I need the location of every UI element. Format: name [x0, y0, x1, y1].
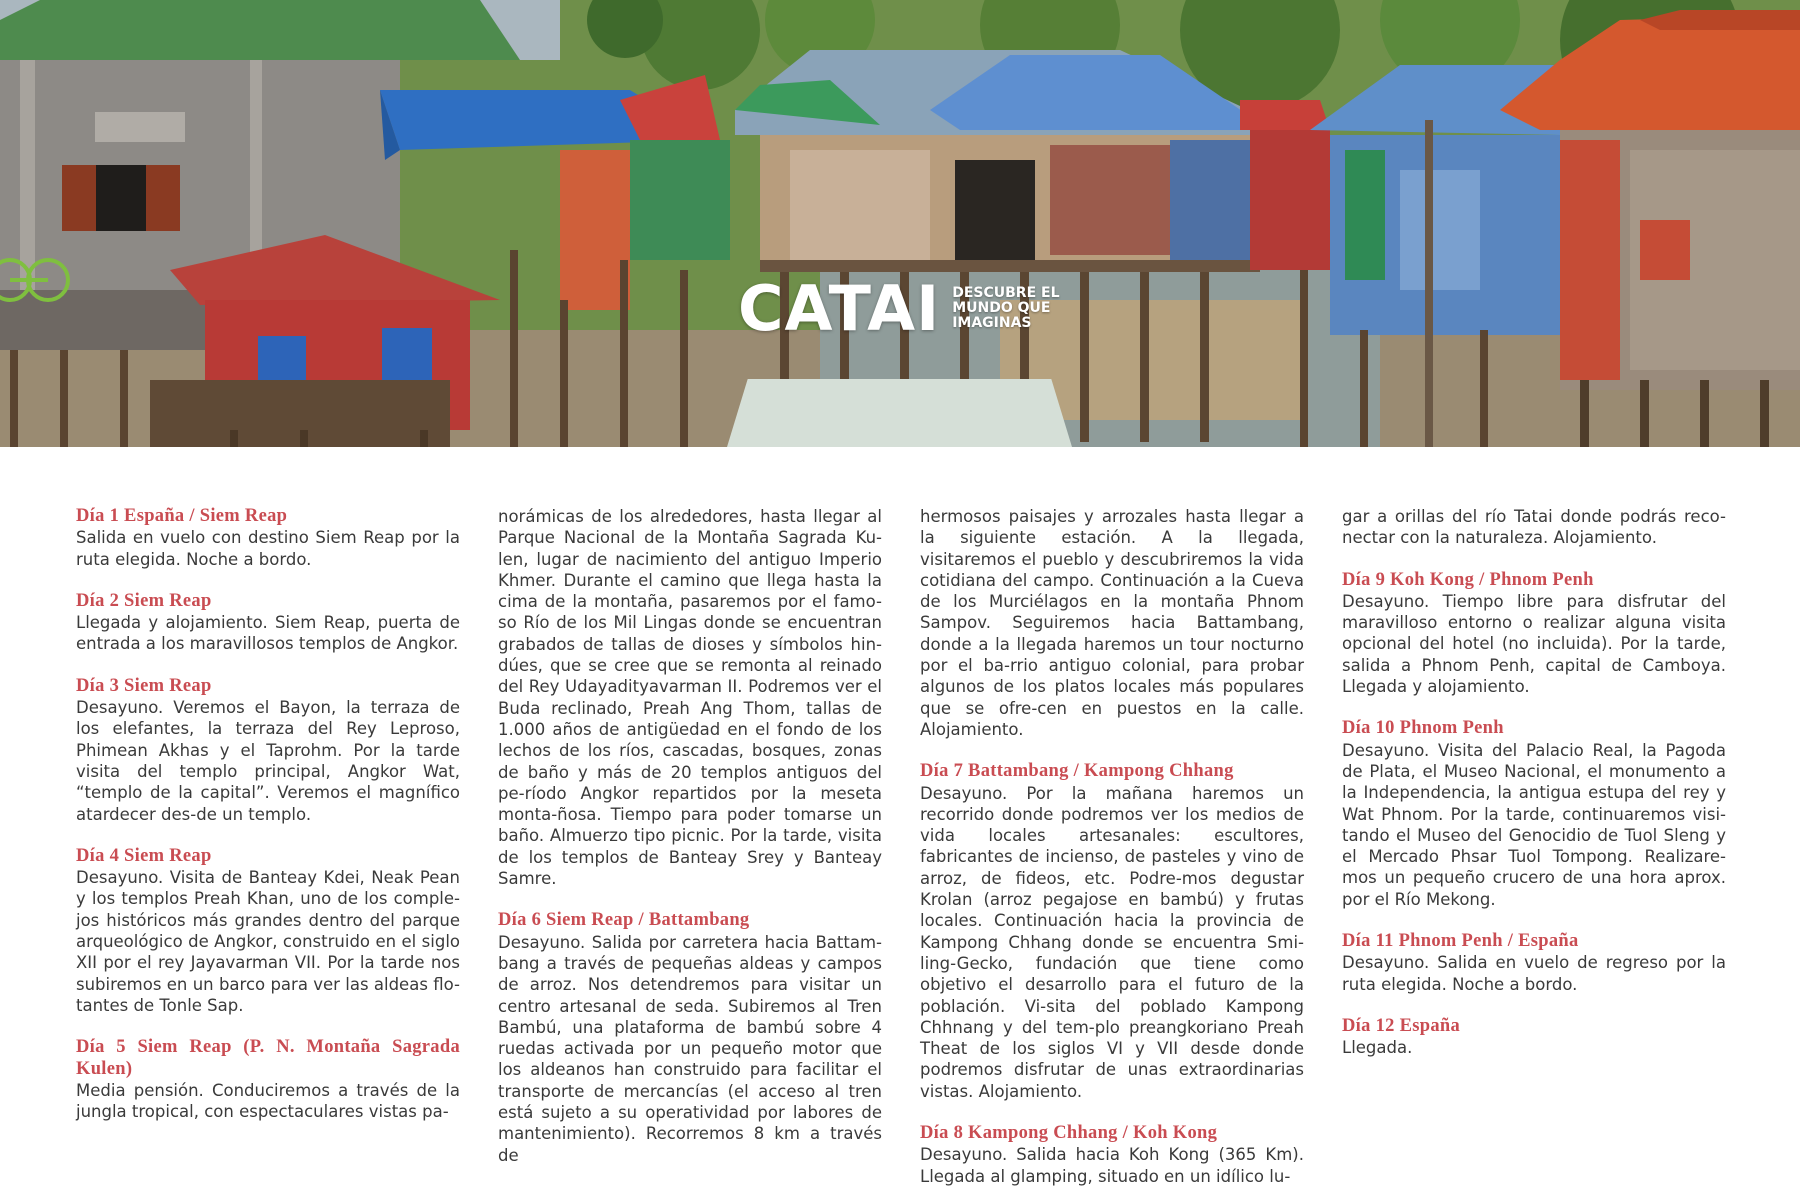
day-title: Día 1 España / Siem Reap	[76, 506, 288, 526]
day-title: Día 11 Phnom Penh / España	[1342, 931, 1579, 952]
day-title: Día 2 Siem Reap	[76, 590, 212, 611]
day-description: Media pensión. Conduciremos a través de la jungla tropical, con espectaculares vistas pa-	[76, 1080, 460, 1122]
itinerary-day	[76, 1037, 460, 1122]
itinerary-column-1	[76, 506, 460, 1143]
hero-tab-shape	[727, 379, 1072, 447]
itinerary-day	[920, 506, 1304, 740]
day-description: Desayuno. Salida hacia Koh Kong (365 Km). Llegada al glamping, situado en un idílico lu-	[920, 1145, 1304, 1186]
itinerary-day	[1342, 931, 1726, 995]
brand-name: CATAI	[738, 272, 941, 345]
day-title: Día 10 Phnom Penh	[1342, 718, 1504, 739]
day-title: Día 6 Siem Reap / Battambang	[498, 910, 750, 931]
itinerary-column-3	[920, 506, 1304, 1200]
day-description: Salida en vuelo con destino Siem Reap por la ruta elegida. Noche a bordo.	[76, 528, 460, 569]
day-description: Llegada y alojamiento. Siem Reap, puerta de entrada a los maravillosos templos de Angkor.	[76, 613, 460, 654]
day-description: Desayuno. Por la mañana haremos un recorrido donde podremos ver los medios de vida locales artesanales: escultores, fabricantes de incienso, de pasteles y vino de arroz, de fideos, etc. Podre-mos degustar Krolan (arroz pegajose en bambú) y frutas locales. Continuación hacia la provincia de Kampong Chhang donde se encuentra Smi-ling-Gecko, fundación que tiene como objetivo el desarrollo para el futuro de la población. Vi-sita del poblado Kampong Chhnang y del tem-plo preangkoriano Preah Theat de los siglos VI y VII desde donde podremos disfrutar de unas extraordinarias vistas. Alojamiento.	[920, 783, 1304, 1101]
day-description: Desayuno. Visita del Palacio Real, la Pagoda de Plata, el Museo Nacional, el monumento a la Independencia, la antigua estupa del rey y Wat Phnom. Por la tarde, continuaremos visi-tando el Museo del Genocidio de Tuol Sleng y el Mercado Phsar Tuol Tompong. Realizare-mos un pequeño crucero de una hora aprox. por el Río Mekong.	[1342, 740, 1726, 909]
itinerary-day	[76, 591, 460, 655]
day-title: Día 12 España	[1342, 1015, 1461, 1036]
day-description: Desayuno. Salida en vuelo de regreso por la ruta elegida. Noche a bordo.	[1342, 953, 1726, 994]
brand-tagline: DESCUBRE EL MUNDO QUE IMAGINAS	[952, 286, 1060, 331]
itinerary-day	[920, 761, 1304, 1102]
day-description: Desayuno. Visita de Banteay Kdei, Neak Pean y los templos Preah Khan, uno de los comple-jos históricos más grandes dentro del parque arqueológico de Angkor, construido en el siglo XII por el rey Jayavarman VII. Por la tarde nos subiremos en un barco para ver las aldeas flo-tantes de Tonle Sap.	[76, 868, 460, 1015]
itinerary-day	[76, 506, 460, 570]
itinerary-columns	[76, 506, 1726, 1186]
itinerary-day	[1342, 718, 1726, 910]
day-description: Llegada.	[1342, 1038, 1413, 1058]
itinerary-day	[1342, 506, 1726, 549]
day-description: hermosos paisajes y arrozales hasta llegar a la siguiente estación. A la llegada, visitaremos el pueblo y descubriremos la vida cotidiana del campo. Continuación a la Cueva de los Murciélagos en la montaña Phnom Sampov. Seguiremos hacia Battambang, donde a la llegada haremos un tour nocturno por el ba-rrio antiguo colonial, para probar algunos de los platos locales más populares que se ofre-cen en puestos en la calle. Alojamiento.	[920, 507, 1304, 739]
brand-logo	[738, 272, 1070, 345]
day-title: Día 3 Siem Reap	[76, 675, 212, 696]
itinerary-day	[498, 910, 882, 1166]
day-title: Día 8 Kampong Chhang / Koh Kong	[920, 1123, 1218, 1144]
day-title: Día 9 Koh Kong / Phnom Penh	[1342, 569, 1594, 590]
day-title: Día 5 Siem Reap (P. N. Montaña Sagrada Kulen)	[76, 1037, 460, 1079]
hero-photo	[0, 0, 1800, 447]
itinerary-day	[1342, 1016, 1726, 1059]
itinerary-day	[1342, 570, 1726, 698]
day-description: gar a orillas del río Tatai donde podrás reco-nectar con la naturaleza. Alojamiento.	[1342, 507, 1726, 548]
day-description: norámicas de los alrededores, hasta llegar al Parque Nacional de la Montaña Sagrada Ku-len, lugar de nacimiento del antiguo Imperio Khmer. Durante el camino que llega hasta la cima de la montaña, pasaremos por el famo-so Río de los Mil Lingas donde se encuentran grabados de tallas de dioses y símbolos hin-dúes, que se cree que se remonta al reinado del Rey Udayadityavarman II. Podremos ver el Buda reclinado, Preah Ang Thom, tallas de 1.000 años de antigüedad en el fondo de los lechos de los ríos, cascadas, bosques, zonas de baño y más de 20 templos antiguos del pe-ríodo Angkor repartidos por la meseta monta-ñosa. Tiempo para poder tomarse un baño. Almuerzo tipo picnic. Por la tarde, visita de los templos de Banteay Srey y Banteay Samre.	[498, 507, 882, 889]
itinerary-day	[920, 1123, 1304, 1187]
day-title: Día 4 Siem Reap	[76, 845, 212, 866]
day-description: Desayuno. Salida por carretera hacia Battam-bang a través de pequeñas aldeas y campos de arroz. Nos detendremos para visitar un centro artesanal de seda. Subiremos al Tren Bambú, una plataforma de bambú sobre 4 ruedas activada por un pequeño motor que los aldeanos han construido para facilitar el transporte de mercancías (el acceso al tren está sujeto a su operatividad por labores de mantenimiento). Recorremos 8 km a través de	[498, 932, 882, 1165]
itinerary-day	[76, 846, 460, 1016]
itinerary-day	[76, 676, 460, 825]
itinerary-day	[498, 506, 882, 889]
itinerary-column-2	[498, 506, 882, 1187]
day-description: Desayuno. Tiempo libre para disfrutar del maravilloso entorno o realizar alguna visita opcional del hotel (no incluida). Por la tarde, salida a Phnom Penh, capital de Camboya. Llegada y alojamiento.	[1342, 591, 1726, 697]
day-description: Desayuno. Veremos el Bayon, la terraza de los elefantes, la terraza del Rey Leproso, Phimean Akhas y el Taprohm. Por la tarde visita del templo principal, Angkor Wat, “templo de la capital”. Veremos el magnífico atardecer des-de un templo.	[76, 698, 460, 824]
day-title: Día 7 Battambang / Kampong Chhang	[920, 761, 1234, 782]
itinerary-column-4	[1342, 506, 1726, 1080]
